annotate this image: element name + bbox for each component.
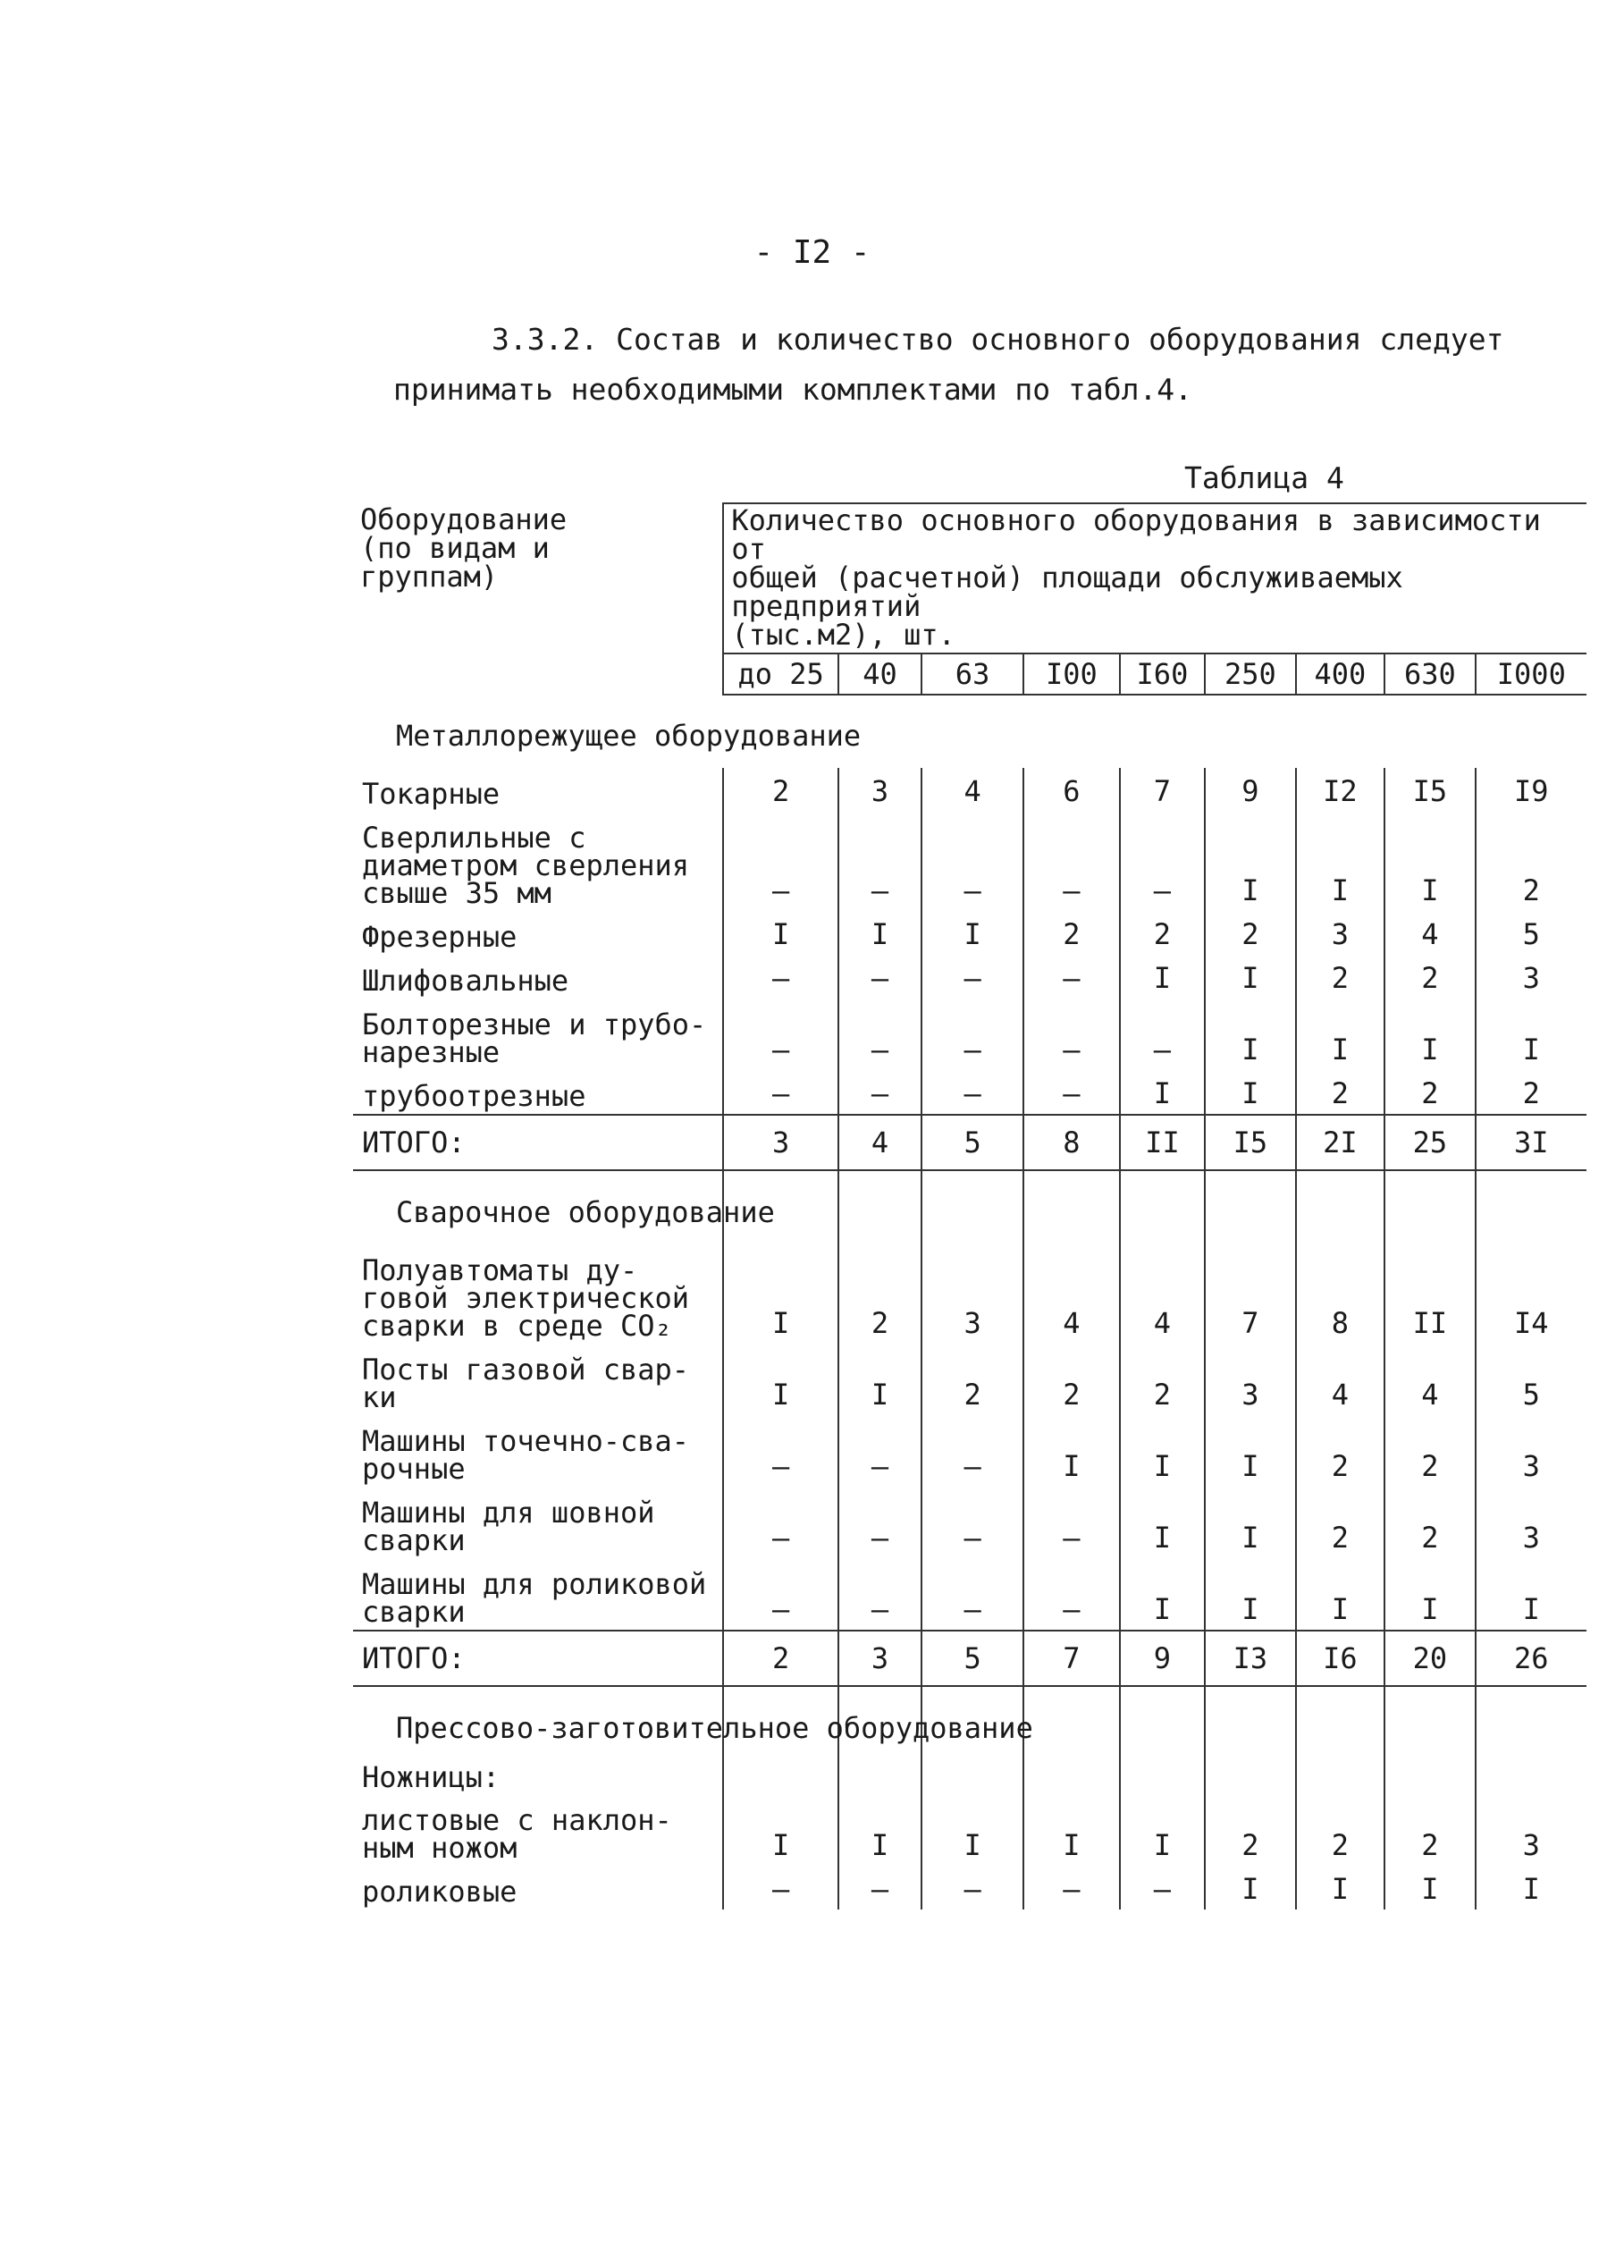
total-value-cell: 5 <box>921 1115 1023 1170</box>
value-cell: 5 <box>1476 1344 1586 1415</box>
total-value-cell: 3 <box>723 1115 837 1170</box>
value-cell: 3 <box>1476 1487 1586 1558</box>
total-value-cell: 5 <box>921 1631 1023 1686</box>
value-cell: I <box>838 1794 921 1866</box>
column-header: I000 <box>1476 653 1586 695</box>
total-value-cell: I5 <box>1205 1115 1296 1170</box>
column-header: I60 <box>1120 653 1205 695</box>
value-cell: 2 <box>1023 1344 1120 1415</box>
value-cell: I <box>1205 1415 1296 1487</box>
table-row <box>353 1070 1586 1115</box>
row-label-line: Шлифовальные <box>362 964 569 998</box>
value-cell: 2 <box>1384 955 1476 999</box>
value-cell: 2 <box>838 1244 921 1344</box>
value-cell: I <box>838 1344 921 1415</box>
row-label <box>353 1487 723 1558</box>
empty-cell <box>1023 1170 1120 1244</box>
value-cell: – <box>838 1558 921 1631</box>
row-label-line: роликовые <box>362 1875 517 1909</box>
header-main-line: (тыс.м2), шт. <box>731 618 955 652</box>
total-value-cell: 8 <box>1023 1115 1120 1170</box>
total-value-cell: 7 <box>1023 1631 1120 1686</box>
section-title: Прессово-заготовительное оборудование <box>396 1711 1033 1745</box>
value-cell: – <box>921 1415 1023 1487</box>
value-cell: – <box>921 1558 1023 1631</box>
value-cell: – <box>723 999 837 1070</box>
value-cell: 5 <box>1476 911 1586 955</box>
value-cell: – <box>921 1866 1023 1910</box>
total-value-cell: 26 <box>1476 1631 1586 1686</box>
empty-cell <box>1476 1760 1586 1794</box>
row-label-line: говой электрической <box>362 1281 690 1315</box>
value-cell: I <box>723 1344 837 1415</box>
row-label <box>353 1558 723 1631</box>
row-label-line: сварки <box>362 1595 466 1629</box>
row-label <box>353 768 723 812</box>
value-cell: – <box>838 999 921 1070</box>
value-cell: 2 <box>1296 1415 1384 1487</box>
total-label: ИТОГО: <box>353 1631 723 1686</box>
section-title: Сварочное оборудование <box>396 1195 775 1229</box>
value-cell: 2 <box>1205 911 1296 955</box>
value-cell: – <box>838 955 921 999</box>
value-cell: 2 <box>1384 1070 1476 1115</box>
total-value-cell: 9 <box>1120 1631 1205 1686</box>
row-label-line: Токарные <box>362 777 501 811</box>
header-main-line: Количество основного оборудования в зависимости от <box>731 503 1541 566</box>
row-label <box>353 955 723 999</box>
empty-cell <box>1023 695 1120 768</box>
table-caption: Таблица 4 <box>1184 460 1344 495</box>
row-label-line: ки <box>362 1380 397 1414</box>
empty-cell <box>1205 1170 1296 1244</box>
value-cell: – <box>1023 1487 1120 1558</box>
value-cell: 2 <box>1296 955 1384 999</box>
column-header: 250 <box>1205 653 1296 695</box>
row-label <box>353 1794 723 1866</box>
total-value-cell: 3 <box>838 1631 921 1686</box>
value-cell: 2 <box>1384 1794 1476 1866</box>
row-label-line: Машины для шовной <box>362 1496 655 1530</box>
table-row <box>353 1244 1586 1344</box>
value-cell: 3 <box>1476 1794 1586 1866</box>
value-cell: – <box>838 1070 921 1115</box>
value-cell: 3 <box>1476 1415 1586 1487</box>
value-cell: I <box>1296 812 1384 911</box>
row-label-line: рочные <box>362 1452 466 1486</box>
value-cell: I <box>1384 812 1476 911</box>
value-cell: I <box>1296 1558 1384 1631</box>
value-cell: I <box>723 1794 837 1866</box>
row-label-line: Машины для роликовой <box>362 1567 707 1601</box>
value-cell: I <box>1205 1866 1296 1910</box>
empty-cell <box>1023 1760 1120 1794</box>
empty-cell <box>1120 1170 1205 1244</box>
empty-cell <box>921 1760 1023 1794</box>
value-cell: – <box>723 955 837 999</box>
value-cell: – <box>1023 812 1120 911</box>
value-cell: – <box>921 812 1023 911</box>
subsection-row <box>353 1760 1586 1794</box>
empty-cell <box>1120 1686 1205 1760</box>
table-body <box>353 695 1586 1910</box>
value-cell: I2 <box>1296 768 1384 812</box>
value-cell: I9 <box>1476 768 1586 812</box>
value-cell: – <box>1120 812 1205 911</box>
value-cell: I5 <box>1384 768 1476 812</box>
total-label: ИТОГО: <box>353 1115 723 1170</box>
total-value-cell: 4 <box>838 1115 921 1170</box>
table-row <box>353 768 1586 812</box>
table-row <box>353 1415 1586 1487</box>
value-cell: I <box>723 911 837 955</box>
row-label-line: сварки <box>362 1523 466 1557</box>
value-cell: I <box>1296 999 1384 1070</box>
value-cell: 2 <box>1120 911 1205 955</box>
table-row <box>353 812 1586 911</box>
value-cell: – <box>723 1487 837 1558</box>
value-cell: 3 <box>921 1244 1023 1344</box>
paragraph-line-1: 3.3.2. Состав и количество основного оборудования следует <box>492 322 1504 357</box>
empty-cell <box>1476 1686 1586 1760</box>
column-header: 40 <box>838 653 921 695</box>
value-cell: – <box>1023 999 1120 1070</box>
value-cell: – <box>1023 1866 1120 1910</box>
section-header-row <box>353 1686 1586 1760</box>
header-left-line: Оборудование <box>360 502 568 536</box>
value-cell: I4 <box>1476 1244 1586 1344</box>
value-cell: I <box>1384 999 1476 1070</box>
value-cell: – <box>838 812 921 911</box>
value-cell: 2 <box>1205 1794 1296 1866</box>
value-cell: I <box>1205 955 1296 999</box>
value-cell: 9 <box>1205 768 1296 812</box>
value-cell: I <box>1476 999 1586 1070</box>
value-cell: I <box>723 1244 837 1344</box>
total-row <box>353 1115 1586 1170</box>
value-cell: 4 <box>1023 1244 1120 1344</box>
value-cell: – <box>723 1558 837 1631</box>
empty-cell <box>1384 1686 1476 1760</box>
empty-cell <box>1120 695 1205 768</box>
value-cell: 2 <box>1296 1070 1384 1115</box>
value-cell: 2 <box>1023 911 1120 955</box>
column-header: до 25 <box>723 653 837 695</box>
table-row <box>353 1866 1586 1910</box>
total-value-cell: I3 <box>1205 1631 1296 1686</box>
value-cell: – <box>921 1487 1023 1558</box>
empty-cell <box>921 1170 1023 1244</box>
value-cell: I <box>1384 1866 1476 1910</box>
empty-cell <box>1384 1170 1476 1244</box>
value-cell: I <box>1023 1794 1120 1866</box>
value-cell: 2 <box>921 1344 1023 1415</box>
empty-cell <box>1296 1686 1384 1760</box>
value-cell: I <box>1205 1558 1296 1631</box>
empty-cell <box>1296 1170 1384 1244</box>
row-label <box>353 812 723 911</box>
value-cell: – <box>723 1070 837 1115</box>
value-cell: – <box>921 1070 1023 1115</box>
row-label-line: Машины точечно-сва- <box>362 1424 690 1458</box>
row-label <box>353 1344 723 1415</box>
value-cell: – <box>838 1487 921 1558</box>
value-cell: I <box>1120 1487 1205 1558</box>
equipment-table <box>353 502 1586 1910</box>
value-cell: 2 <box>723 768 837 812</box>
empty-cell <box>1205 1760 1296 1794</box>
header-left-line: (по видам и <box>360 531 550 565</box>
total-value-cell: 25 <box>1384 1115 1476 1170</box>
section-header-row <box>353 695 1586 768</box>
value-cell: I <box>1296 1866 1384 1910</box>
row-label-line: Посты газовой свар- <box>362 1353 690 1387</box>
value-cell: I <box>921 1794 1023 1866</box>
empty-cell <box>1384 695 1476 768</box>
value-cell: 4 <box>921 768 1023 812</box>
total-value-cell: 2I <box>1296 1115 1384 1170</box>
total-value-cell: II <box>1120 1115 1205 1170</box>
value-cell: 2 <box>1476 812 1586 911</box>
value-cell: 2 <box>1296 1487 1384 1558</box>
column-header: 630 <box>1384 653 1476 695</box>
value-cell: 3 <box>838 768 921 812</box>
value-cell: – <box>838 1415 921 1487</box>
row-label <box>353 911 723 955</box>
row-label <box>353 1415 723 1487</box>
total-row <box>353 1631 1586 1686</box>
value-cell: 4 <box>1120 1244 1205 1344</box>
empty-cell <box>1205 1686 1296 1760</box>
value-cell: – <box>723 812 837 911</box>
value-cell: I <box>1476 1558 1586 1631</box>
subsection-title: Ножницы: <box>362 1760 501 1794</box>
value-cell: I <box>1120 1794 1205 1866</box>
total-value-cell: 2 <box>723 1631 837 1686</box>
value-cell: – <box>921 999 1023 1070</box>
column-header: 400 <box>1296 653 1384 695</box>
table-row <box>353 999 1586 1070</box>
value-cell: 4 <box>1384 1344 1476 1415</box>
value-cell: I <box>921 911 1023 955</box>
value-cell: – <box>1023 1558 1120 1631</box>
value-cell: 2 <box>1120 1344 1205 1415</box>
header-quantity <box>723 503 1586 653</box>
row-label-line: трубоотрезные <box>362 1079 586 1113</box>
row-label-line: нарезные <box>362 1035 501 1069</box>
value-cell: I <box>1205 1487 1296 1558</box>
value-cell: I <box>1023 1415 1120 1487</box>
value-cell: 7 <box>1205 1244 1296 1344</box>
empty-cell <box>1120 1760 1205 1794</box>
value-cell: I <box>1120 1070 1205 1115</box>
empty-cell <box>1476 1170 1586 1244</box>
header-left-line: группам) <box>360 560 499 594</box>
value-cell: – <box>1120 999 1205 1070</box>
value-cell: 7 <box>1120 768 1205 812</box>
total-value-cell: 20 <box>1384 1631 1476 1686</box>
paragraph-line-2: принимать необходимыми комплектами по табл.4. <box>393 372 1193 407</box>
row-label <box>353 1070 723 1115</box>
row-label-line: Болторезные и трубо- <box>362 1008 707 1041</box>
empty-cell <box>723 1760 837 1794</box>
value-cell: II <box>1384 1244 1476 1344</box>
value-cell: 3 <box>1296 911 1384 955</box>
value-cell: – <box>723 1866 837 1910</box>
row-label-line: Фрезерные <box>362 920 517 954</box>
total-value-cell: 3I <box>1476 1115 1586 1170</box>
table-row <box>353 955 1586 999</box>
row-label-line: листовые с наклон- <box>362 1803 672 1837</box>
value-cell: 3 <box>1476 955 1586 999</box>
empty-cell <box>1205 695 1296 768</box>
value-cell: – <box>723 1415 837 1487</box>
empty-cell <box>1476 695 1586 768</box>
page-number: - I2 - <box>753 234 871 271</box>
value-cell: 2 <box>1476 1070 1586 1115</box>
value-cell: 4 <box>1384 911 1476 955</box>
table-row <box>353 1558 1586 1631</box>
header-main-line: общей (расчетной) площади обслуживаемых предприятий <box>731 561 1403 623</box>
empty-cell <box>838 1760 921 1794</box>
empty-cell <box>921 695 1023 768</box>
table-row <box>353 1344 1586 1415</box>
value-cell: 3 <box>1205 1344 1296 1415</box>
empty-cell <box>838 1170 921 1244</box>
value-cell: 6 <box>1023 768 1120 812</box>
value-cell: – <box>838 1866 921 1910</box>
row-label-line: Сверлильные с <box>362 821 586 855</box>
value-cell: 2 <box>1384 1415 1476 1487</box>
row-label <box>353 1244 723 1344</box>
header-equipment <box>353 503 723 695</box>
empty-cell <box>1384 1760 1476 1794</box>
empty-cell <box>1296 695 1384 768</box>
value-cell: – <box>1023 1070 1120 1115</box>
table-row <box>353 1487 1586 1558</box>
value-cell: I <box>1205 1070 1296 1115</box>
row-label-line: сварки в среде CO₂ <box>362 1309 672 1343</box>
column-header: 63 <box>921 653 1023 695</box>
value-cell: – <box>921 955 1023 999</box>
value-cell: I <box>1205 999 1296 1070</box>
table-row <box>353 911 1586 955</box>
value-cell: I <box>1476 1866 1586 1910</box>
row-label <box>353 999 723 1070</box>
empty-cell <box>1023 1686 1120 1760</box>
row-label <box>353 1866 723 1910</box>
section-header-row <box>353 1170 1586 1244</box>
value-cell: 4 <box>1296 1344 1384 1415</box>
table-row <box>353 1794 1586 1866</box>
value-cell: I <box>1120 955 1205 999</box>
value-cell: 2 <box>1296 1794 1384 1866</box>
column-header: I00 <box>1023 653 1120 695</box>
value-cell: I <box>1384 1558 1476 1631</box>
value-cell: 8 <box>1296 1244 1384 1344</box>
value-cell: I <box>1120 1558 1205 1631</box>
intro-paragraph <box>393 315 1555 415</box>
value-cell: I <box>838 911 921 955</box>
row-label-line: ным ножом <box>362 1831 517 1865</box>
row-label-line: свыше 35 мм <box>362 876 551 910</box>
value-cell: I <box>1120 1415 1205 1487</box>
value-cell: – <box>1023 955 1120 999</box>
empty-cell <box>1296 1760 1384 1794</box>
value-cell: – <box>1120 1866 1205 1910</box>
value-cell: I <box>1205 812 1296 911</box>
row-label-line: диаметром сверления <box>362 848 690 882</box>
section-title: Металлорежущее оборудование <box>396 719 862 753</box>
value-cell: 2 <box>1384 1487 1476 1558</box>
total-value-cell: I6 <box>1296 1631 1384 1686</box>
row-label-line: Полуавтоматы ду- <box>362 1253 638 1287</box>
